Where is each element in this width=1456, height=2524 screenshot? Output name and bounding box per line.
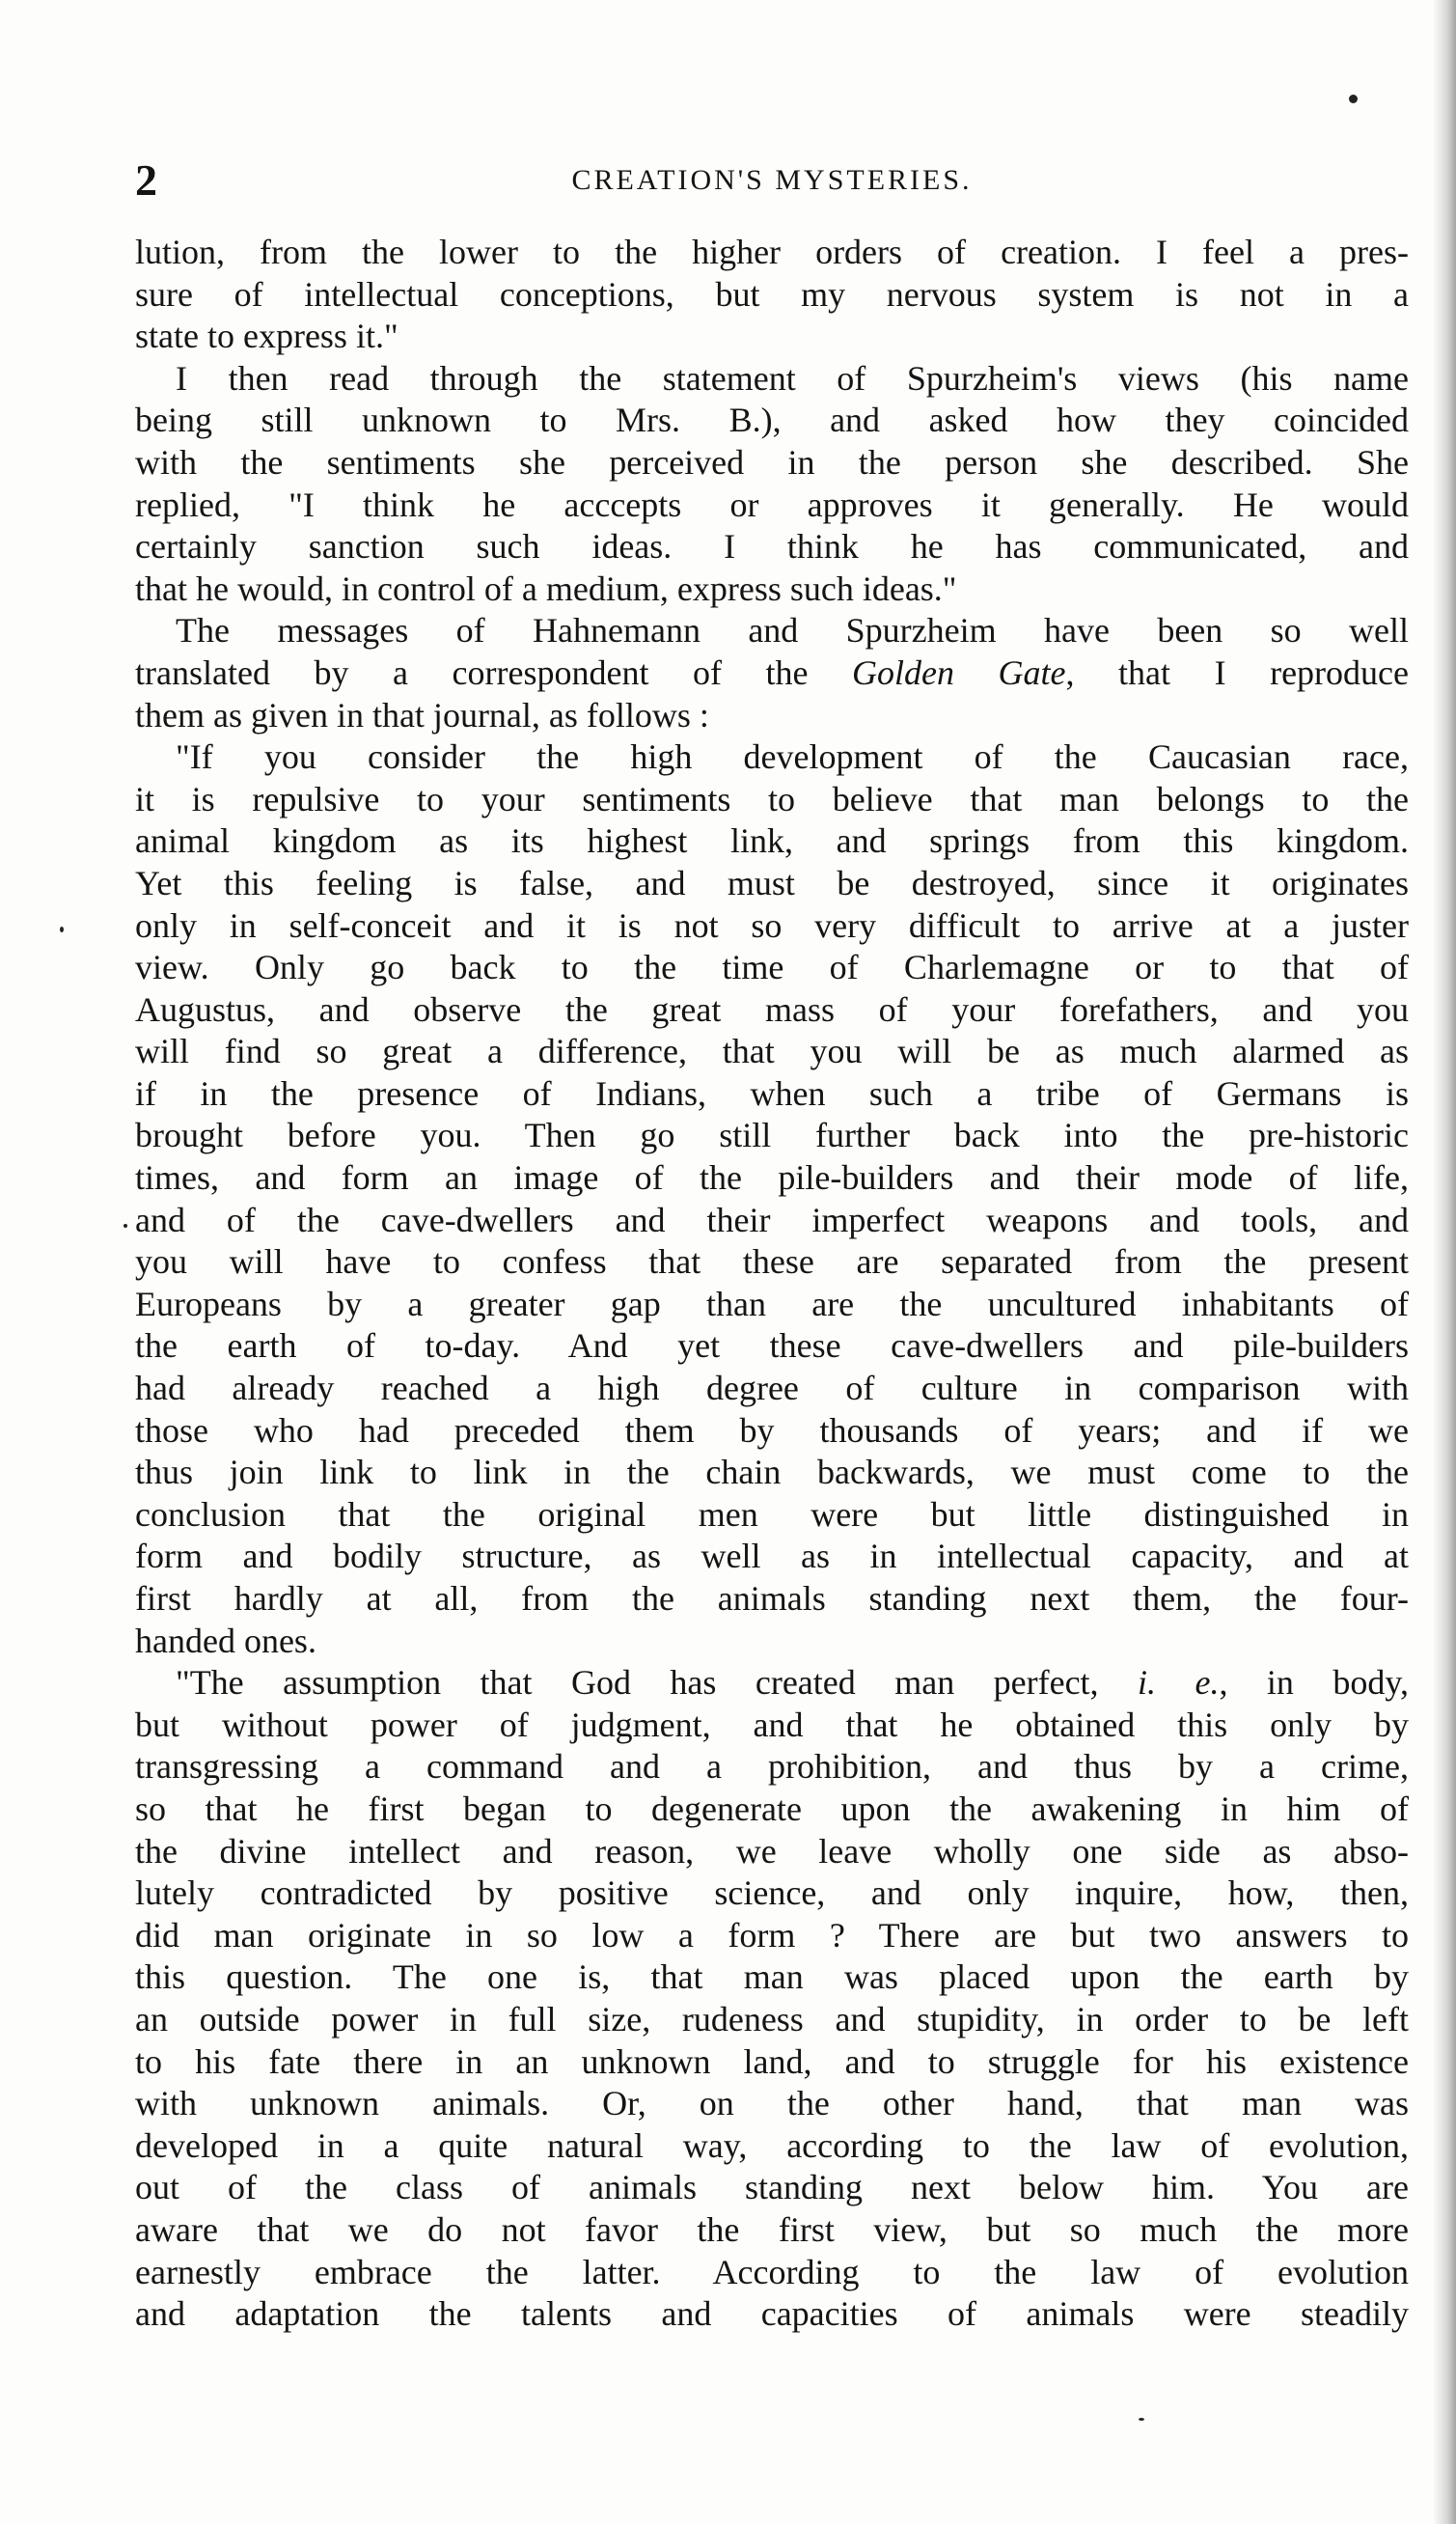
running-head: CREATION'S MYSTERIES. (571, 164, 973, 196)
text-line: so that he first began to degenerate upon the awakening in him of (135, 1789, 1409, 1828)
text-line: lutely contradicted by positive science, and only inquire, how, then, (135, 1873, 1409, 1913)
text-line: form and bodily structure, as well as in intellectual capacity, and at (135, 1537, 1409, 1576)
text-line: Augustus, and observe the great mass of your forefathers, and you (135, 989, 1409, 1029)
paragraph-2 (135, 358, 1409, 611)
text-line: Europeans by a greater gap than are the uncultured inhabitants of (135, 1284, 1409, 1323)
text-line: Yet this feeling is false, and must be destroyed, since it originates (135, 863, 1409, 902)
text-line: lution, from the lower to the higher orders of creation. I feel a pres- (135, 233, 1409, 271)
text-line: had already reached a high degree of culture in comparison with (135, 1369, 1409, 1408)
text-line: times, and form an image of the pile-builders and their mode of life, (135, 1158, 1409, 1198)
journal-title: Golden Gate (852, 652, 1066, 692)
text-line: I then read through the statement of Spurzheim's views (his name (176, 358, 1409, 398)
paragraph-5 (135, 1662, 1409, 2336)
text-line: with the sentiments she perceived in the person she described. She (135, 442, 1409, 482)
text-line: with unknown animals. Or, on the other hand, that man was (135, 2084, 1409, 2123)
paragraph-4 (135, 736, 1409, 1662)
text-line: certainly sanction such ideas. I think he has communicated, and (135, 527, 1409, 567)
text-line: first hardly at all, from the animals standing next them, the four- (135, 1579, 1409, 1618)
text-line: out of the class of animals standing next below him. You are (135, 2168, 1409, 2207)
text-line: state to express it." (135, 317, 398, 356)
text-line: that he would, in control of a medium, express such ideas." (135, 569, 957, 608)
text-line: the earth of to-day. And yet these cave-dwellers and pile-builders (135, 1326, 1409, 1366)
ink-speck (124, 1224, 127, 1228)
text-line: handed ones. (135, 1621, 316, 1660)
text-line: the divine intellect and reason, we leave wholly one side as abso- (135, 1831, 1409, 1871)
text-run: , that I reproduce (1065, 652, 1409, 692)
text-line: The messages of Hahnemann and Spurzheim have been so well (176, 611, 1409, 651)
text-line: thus join link to link in the chain backwards, we must come to the (135, 1453, 1409, 1492)
page-header (135, 154, 1409, 212)
text-line: this question. The one is, that man was placed upon the earth by (135, 1957, 1409, 1997)
italic-abbreviation: i. e. (1138, 1663, 1220, 1703)
text-line-with-italic (135, 1662, 1409, 1705)
text-line: did man originate in so low a form ? There are but two answers to (135, 1915, 1409, 1955)
text-line: if in the presence of Indians, when such a tribe of Germans is (135, 1073, 1409, 1113)
page-number: 2 (135, 155, 157, 205)
text-line: those who had preceded them by thousands of years; and if we (135, 1410, 1409, 1450)
text-line: but without power of judgment, and that he obtained this only by (135, 1705, 1409, 1744)
text-line: earnestly embrace the latter. According to the law of evolution (135, 2252, 1409, 2291)
ink-speck (1139, 2418, 1144, 2421)
text-line: sure of intellectual conceptions, but my nervous system is not in a (135, 274, 1409, 314)
text-line: being still unknown to Mrs. B.), and asked how they coincided (135, 401, 1409, 440)
paragraph-1 (135, 232, 1409, 358)
ink-speck (1349, 95, 1358, 103)
text-line: developed in a quite natural way, according to the law of evolution, (135, 2125, 1409, 2165)
text-line: and of the cave-dwellers and their imperfect weapons and tools, and (135, 1200, 1409, 1239)
text-line: you will have to confess that these are separated from the present (135, 1242, 1409, 1282)
text-line: animal kingdom as its highest link, and springs from this kingdom. (135, 821, 1409, 861)
text-line: to his fate there in an unknown land, and to struggle for his existence (135, 2041, 1409, 2081)
text-line-with-italic (135, 652, 1409, 695)
text-line: and adaptation the talents and capacities of animals were steadily (135, 2294, 1409, 2334)
text-line: aware that we do not favor the first view, but so much the more (135, 2209, 1409, 2249)
text-line: an outside power in full size, rudeness and stupidity, in order to be left (135, 1999, 1409, 2039)
ink-speck (60, 927, 64, 932)
text-line: it is repulsive to your sentiments to believe that man belongs to the (135, 779, 1409, 818)
text-line: replied, "I think he acccepts or approves it generally. He would (135, 485, 1409, 524)
text-body (135, 232, 1409, 2336)
paragraph-3 (135, 610, 1409, 736)
text-line: them as given in that journal, as follows : (135, 695, 709, 735)
text-run: , in body, (1219, 1663, 1410, 1703)
text-line: conclusion that the original men were but little distinguished in (135, 1494, 1409, 1534)
text-line: transgressing a command and a prohibition, and thus by a crime, (135, 1747, 1409, 1787)
text-line: will find so great a difference, that you will be as much alarmed as (135, 1032, 1409, 1071)
text-line: brought before you. Then go still further back into the pre-historic (135, 1116, 1409, 1155)
text-run: "The assumption that God has created man perfect, (176, 1663, 1139, 1703)
binding-shadow (1433, 0, 1456, 2524)
text-line: "If you consider the high development of the Caucasian race, (176, 737, 1409, 777)
text-line: only in self-conceit and it is not so very difficult to arrive at a juster (135, 905, 1409, 945)
text-line: view. Only go back to the time of Charlemagne or to that of (135, 948, 1409, 987)
text-run: translated by a correspondent of the (135, 652, 853, 692)
